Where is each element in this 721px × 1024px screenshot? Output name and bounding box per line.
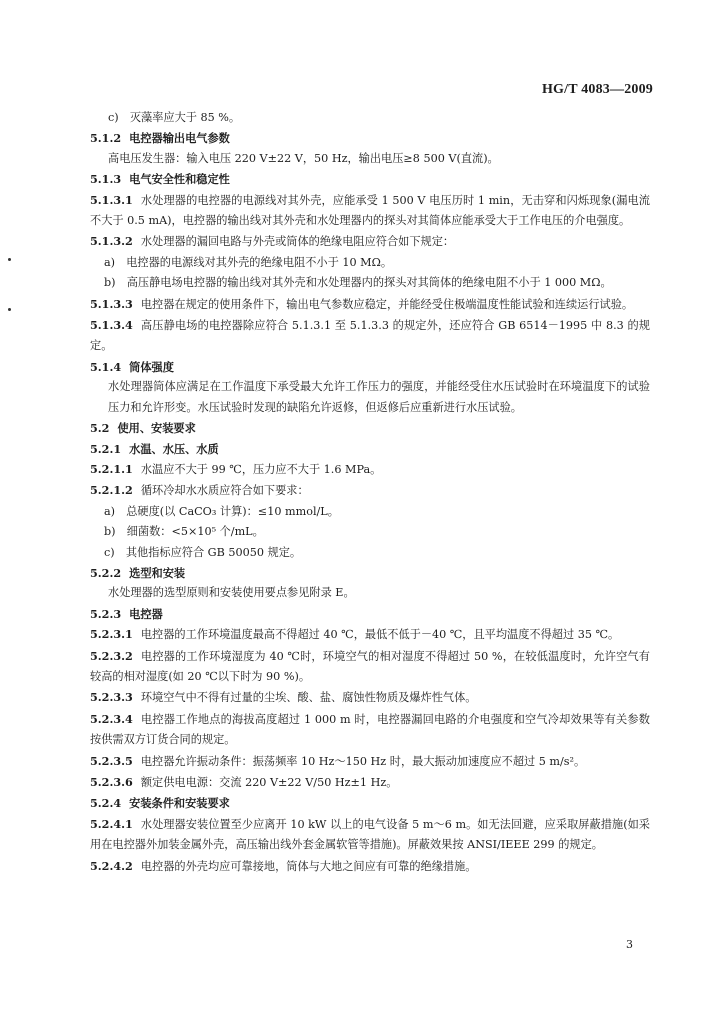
clause-text: 电控器允许振动条件：振荡频率 10 Hz～150 Hz 时，最大振动加速度应不超过 5 m/s²。 [140,754,586,768]
paragraph-5-1-3-4 [90,315,650,357]
clause-number: 5.2.3.4 [90,711,133,726]
clause-text: 电控器的外壳均应可靠接地，筒体与大地之间应有可靠的绝缘措施。 [140,859,477,873]
clause-number: 5.1.3.1 [90,192,133,207]
clause-text: 水处理器的漏回电路与外壳或筒体的绝缘电阻应符合如下规定： [140,235,455,249]
paragraph-5-2-3-3 [90,687,650,708]
clause-text: 循环冷却水水质应符合如下要求： [140,484,309,498]
section-number: 5.1.2 [90,131,122,146]
section-title: 电控器输出电气参数 [129,131,230,146]
paragraph-5-2-1-2 [90,480,650,501]
clause-text: 电控器的工作环境湿度为 40 ℃时，环境空气的相对湿度不得超过 50 %，在较低温度时，允许空气有较高的相对湿度(如 20 ℃以下时为 90 %)。 [90,649,650,683]
item-c-other-indices: c) 其他指标应符合 GB 50050 规定。 [104,545,302,559]
section-number: 5.2.4 [90,796,122,811]
standard-number: HG/T 4083—2009 [541,82,653,97]
paragraph-5-2-3-6 [90,772,650,793]
section-number: 5.2 [90,421,110,436]
clause-number: 5.2.3.3 [90,690,133,705]
clause-number: 5.1.3.4 [90,318,133,333]
clause-text: 环境空气中不得有过量的尘埃、酸、盐、腐蚀性物质及爆炸性气体。 [140,691,477,705]
clause-number: 5.2.1.2 [90,483,133,498]
paragraph-5-2-3-5 [90,751,650,772]
paragraph-5-2-3-4 [90,709,650,751]
section-title: 使用、安装要求 [117,421,196,436]
paragraph-5-2-4-2 [90,856,650,877]
clause-number: 5.2.1.1 [90,461,133,476]
section-5-2-3-heading [90,604,650,624]
paragraph-5-2-3-2 [90,646,650,688]
clause-number: 5.2.4.2 [90,858,133,873]
scan-speck [8,308,11,311]
paragraph-5-1-4: 水处理器筒体应满足在工作温度下承受最大允许工作压力的强度，并能经受住水压试验时在环境温度下的试验压力和允许形变。水压试验时发现的缺陷允许返修，但返修后应重新进行水压试验。 [108,380,650,414]
section-5-1-2-heading [90,128,650,148]
paragraph-5-2-3-1 [90,624,650,645]
item-a-hardness: a) 总硬度(以 CaCO₃ 计算)：≤10 mmol/L。 [104,504,339,518]
item-b-bacteria: b) 细菌数：<5×10⁵ 个/mL。 [104,525,264,539]
section-title: 水温、水压、水质 [129,441,219,456]
page-number: 3 [626,938,633,951]
paragraph-5-2-1-1 [90,459,650,480]
clause-text: 高压静电场的电控器除应符合 5.1.3.1 至 5.1.3.3 的规定外，还应符合 GB 6514－1995 中 8.3 的规定。 [90,319,650,353]
section-title: 筒体强度 [129,359,174,374]
clause-text: 水处理器安装位置至少应离开 10 kW 以上的电气设备 5 m～6 m。如无法回避，应采取屏蔽措施(如采用在电控器外加装金属外壳，高压输出线外套金属软管等措施)。屏蔽效果按 ANSI/IEEE 299 的规定。 [90,817,650,852]
section-5-2-2-heading [90,563,650,583]
clause-text: 额定供电电源：交流 220 V±22 V/50 Hz±1 Hz。 [140,776,398,789]
section-number: 5.1.4 [90,359,122,374]
clause-number: 5.1.3.2 [90,234,133,249]
section-5-2-heading [90,418,650,438]
clause-text: 电控器工作地点的海拔高度超过 1 000 m 时，电控器漏回电路的介电强度和空气冷却效果等有关参数按供需双方订货合同的规定。 [90,712,650,747]
clause-text: 电控器的工作环境温度最高不得超过 40 ℃，最低不低于－40 ℃，且平均温度不得超过 35 ℃。 [140,628,620,642]
item-c-algae-rate: c) 灭藻率应大于 85 %。 [108,111,241,124]
section-title: 电控器 [129,606,163,621]
clause-number: 5.2.3.1 [90,627,133,642]
scan-speck [8,258,11,261]
section-5-1-3-heading [90,169,650,189]
section-title: 电气安全性和稳定性 [129,172,230,187]
paragraph-5-2-4-1 [90,814,650,856]
section-number: 5.1.3 [90,172,122,187]
clause-number: 5.2.3.6 [90,775,133,789]
clause-number: 5.1.3.3 [90,296,133,311]
section-5-2-4-heading [90,793,650,813]
section-number: 5.2.1 [90,441,122,456]
item-b-insulation: b) 高压静电场电控器的输出线对其外壳和水处理器内的探头对其筒体的绝缘电阻不小于 1 000 MΩ。 [104,276,612,290]
section-number: 5.2.2 [90,565,122,580]
paragraph-5-1-3-3 [90,294,650,315]
paragraph-5-1-3-1 [90,190,650,232]
clause-text: 水处理器的电控器的电源线对其外壳，应能承受 1 500 V 电压历时 1 min，无击穿和闪烁现象(漏电流不大于 0.5 mA)，电控器的输出线对其外壳和水处理器内的探头对其简体应能承受大于工作电压的介电强度。 [90,193,650,228]
section-title: 安装条件和安装要求 [129,796,230,811]
section-title: 选型和安装 [129,565,186,580]
clause-text: 水温应不大于 99 ℃，压力应不大于 1.6 MPa。 [140,462,382,476]
paragraph-5-2-2: 水处理器的选型原则和安装使用要点参见附录 E。 [108,586,355,600]
clause-number: 5.2.3.5 [90,753,133,768]
clause-number: 5.2.4.1 [90,816,133,831]
clause-text: 电控器在规定的使用条件下，输出电气参数应稳定，并能经受住极端温度性能试验和连续运行试验。 [140,297,634,311]
high-voltage-generator-line: 高电压发生器：输入电压 220 V±22 V，50 Hz，输出电压≥8 500 V(直流)。 [108,151,499,165]
document-body [90,108,650,877]
paragraph-5-1-3-2 [90,231,650,252]
section-5-1-4-heading [90,357,650,377]
section-5-2-1-heading [90,439,650,459]
clause-number: 5.2.3.2 [90,648,133,663]
item-a-insulation: a) 电控器的电源线对其外壳的绝缘电阻不小于 10 MΩ。 [104,255,393,269]
section-number: 5.2.3 [90,606,122,621]
